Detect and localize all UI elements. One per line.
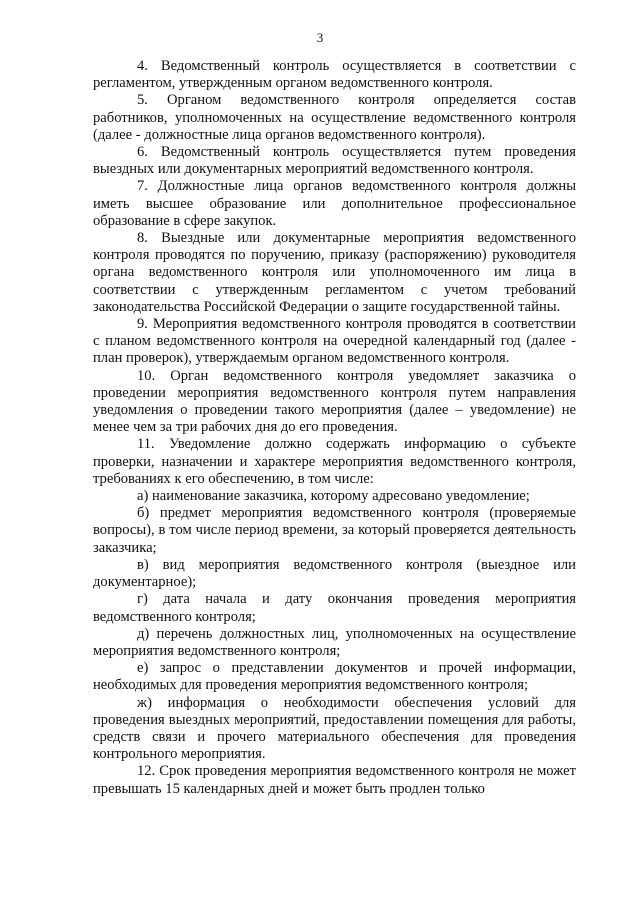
paragraph-10: 10. Орган ведомственного контроля уведомляет заказчика о проведении мероприятия ведомственного контроля путем направления уведомления о проведении такого мероприятия (далее – уведомление) не менее чем за три рабочих дня до его проведения.: [93, 367, 576, 436]
paragraph-9: 9. Мероприятия ведомственного контроля проводятся в соответствии с планом ведомственного контроля на очередной календарный год (далее - план проверок), утверждаемым органом ведомственного контроля.: [93, 316, 576, 367]
paragraph-8: 8. Выездные или документарные мероприятия ведомственного контроля проводятся по поручению, приказу (распоряжению) руководителя органа ведомственного контроля или уполномоченного им лица в соответствии с утвержденным регламентом с учетом требований законодательства Российской Федерации о защите государственной тайны.: [93, 230, 576, 315]
paragraph-12: 12. Срок проведения мероприятия ведомственного контроля не может превышать 15 календарных дней и может быть продлен только: [93, 763, 576, 797]
list-item-zh: ж) информация о необходимости обеспечения условий для проведения выездных мероприятий, предоставлении помещения для работы, средств связи и прочего материального обеспечения для проведения контрольного мероприятия.: [93, 694, 576, 763]
list-item-g: г) дата начала и дату окончания проведения мероприятия ведомственного контроля;: [93, 591, 576, 625]
paragraph-5: 5. Органом ведомственного контроля определяется состав работников, уполномоченных на осуществление ведомственного контроля (далее - должностные лица органов ведомственного контроля).: [93, 92, 576, 143]
list-item-b: б) предмет мероприятия ведомственного контроля (проверяемые вопросы), в том числе период времени, за который проверяется деятельность заказчика;: [93, 505, 576, 556]
paragraph-6: 6. Ведомственный контроль осуществляется путем проведения выездных или документарных мероприятий ведомственного контроля.: [93, 144, 576, 178]
page-number: 3: [316, 30, 324, 45]
list-item-d: д) перечень должностных лиц, уполномоченных на осуществление мероприятия ведомственного контроля;: [93, 625, 576, 659]
list-item-a: а) наименование заказчика, которому адресовано уведомление;: [137, 488, 530, 505]
paragraph-4: 4. Ведомственный контроль осуществляется в соответствии с регламентом, утвержденным органом ведомственного контроля.: [93, 58, 576, 92]
paragraph-11: 11. Уведомление должно содержать информацию о субъекте проверки, назначении и характере мероприятия ведомственного контроля, требованиях к его обеспечению, в том числе:: [93, 436, 576, 487]
list-item-e: е) запрос о представлении документов и прочей информации, необходимых для проведения мероприятия ведомственного контроля;: [93, 660, 576, 694]
paragraph-7: 7. Должностные лица органов ведомственного контроля должны иметь высшее образование или дополнительное профессиональное образование в сфере закупок.: [93, 178, 576, 229]
document-body: [93, 58, 576, 798]
list-item-v: в) вид мероприятия ведомственного контроля (выездное или документарное);: [93, 556, 576, 591]
